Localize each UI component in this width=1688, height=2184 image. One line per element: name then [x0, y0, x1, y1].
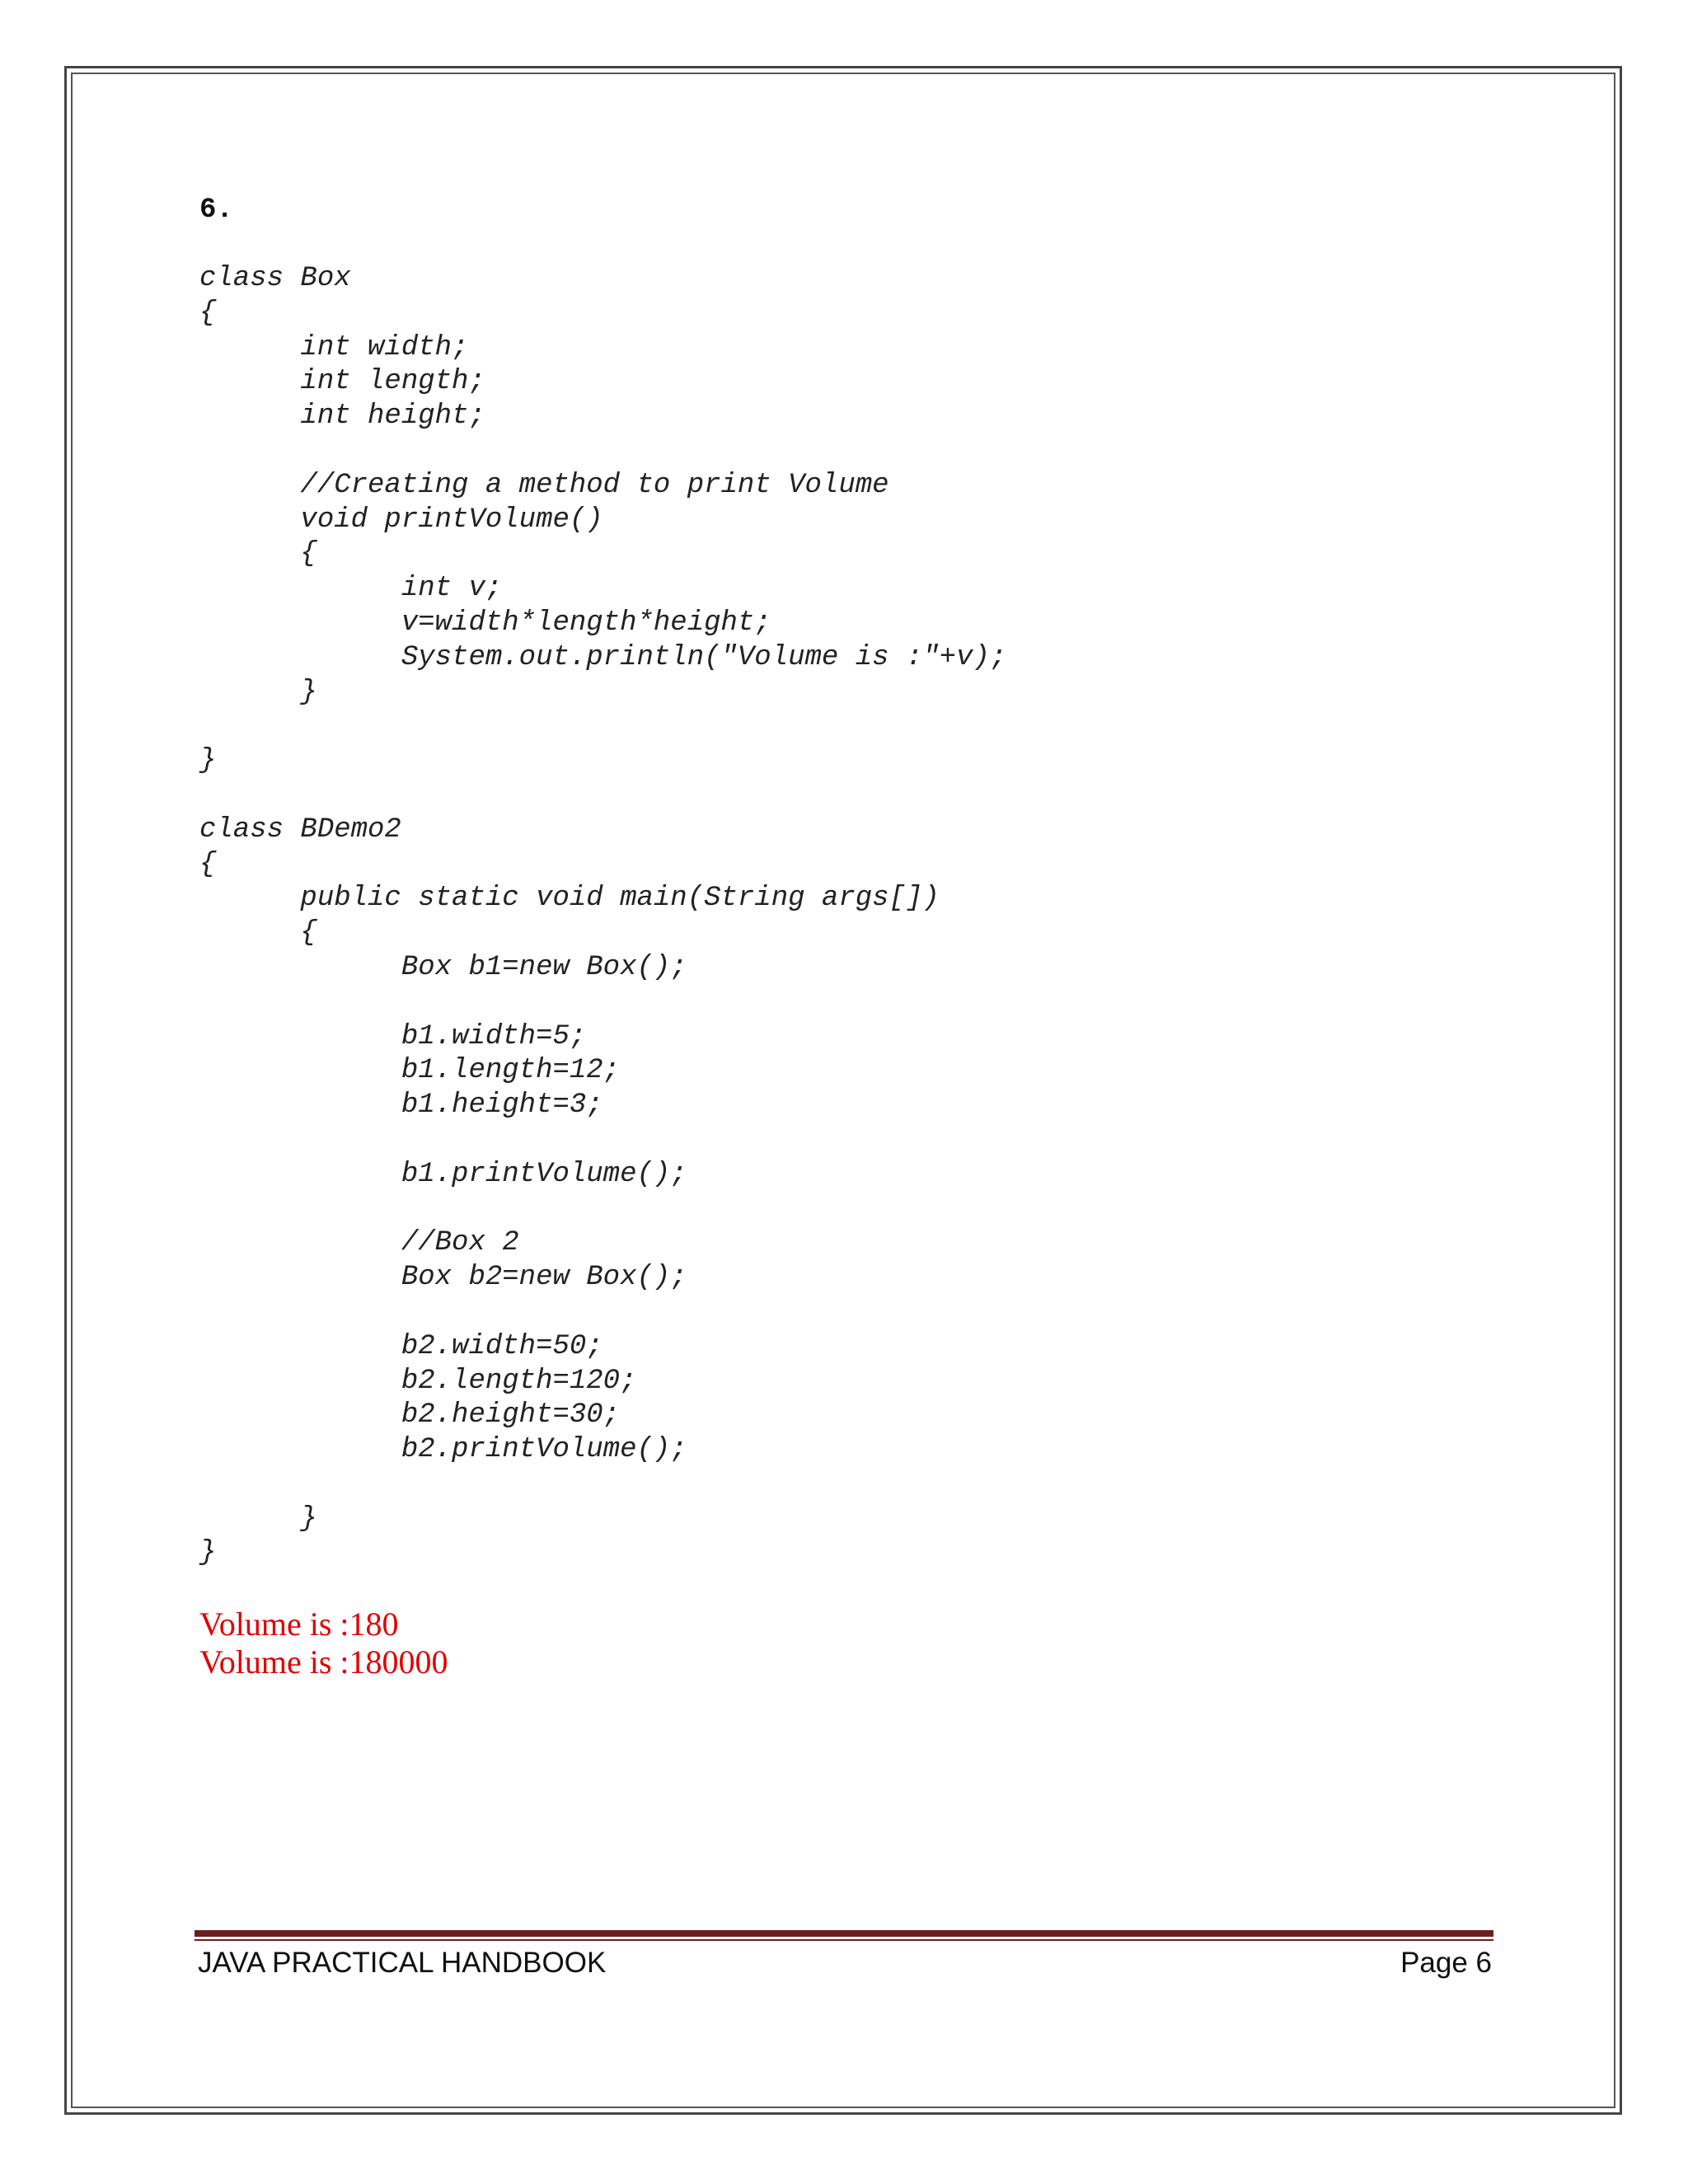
footer-rule	[195, 1930, 1493, 1937]
footer-rule-thin	[195, 1939, 1493, 1941]
output-line-1: Volume is :180	[199, 1605, 399, 1643]
question-number: 6.	[199, 194, 233, 226]
output-line-2: Volume is :180000	[199, 1643, 448, 1680]
footer-page-number: Page 6	[1400, 1947, 1492, 1979]
code-listing: class Box { int width; int length; int height; //Creating a method to print Volume void printVolume() { int v; v=width*length*height; System.out.println("Volume is :"+v); } } class BDemo2 { public static void main(String args[]) { Box b1=new Box(); b1.width=5; b1.length=12; b1.height=3; b1.printVolume(); //Box 2 Box b2=new Box(); b2.width=50; b2.length=120; b2.height=30; b2.printVolume(); } }	[199, 263, 1007, 1569]
program-output	[199, 1605, 448, 1681]
footer-title: JAVA PRACTICAL HANDBOOK	[198, 1947, 607, 1979]
